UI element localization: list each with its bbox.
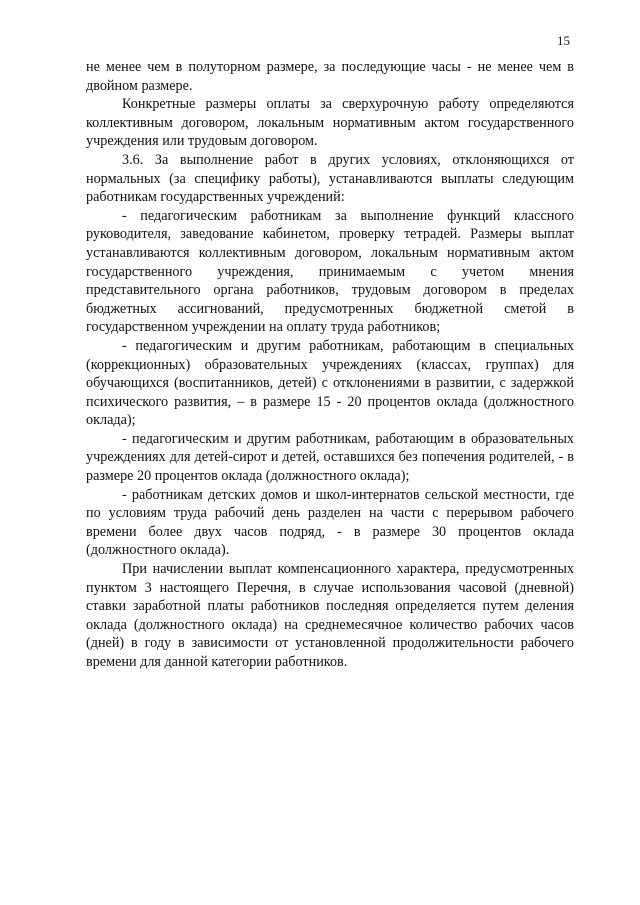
paragraph-special-institutions: - педагогическим и другим работникам, работающим в специальных (коррекционных) образовательных учреждениях (классах, группах) для обучающихся (воспитанников, детей) с отклонениями в развитии, с задержкой психического развития, – в размере 15 - 20 процентов оклада (должностного оклада); [86, 337, 574, 429]
paragraph-section-3-6: 3.6. За выполнение работ в других условиях, отклоняющихся от нормальных (за специфику работы), устанавливаются выплаты следующим работникам государственных учреждений: [86, 151, 574, 206]
document-body [86, 58, 574, 672]
paragraph-rural-boarding-schools: - работникам детских домов и школ-интернатов сельской местности, где по условиям труда рабочий день разделен на части с перерывом рабочего времени более двух часов подряд, - в размере 30 процентов оклада (должностного оклада). [86, 486, 574, 559]
page-number: 15 [557, 33, 570, 48]
paragraph-continuation: не менее чем в полуторном размере, за последующие часы - не менее чем в двойном размере. [86, 59, 574, 94]
paragraph-hourly-rate-calculation: При начислении выплат компенсационного характера, предусмотренных пунктом 3 настоящего Перечня, в случае использования часовой (дневной) ставки заработной платы работников последняя определяется путем деления оклада (должностного оклада) на среднемесячное количество рабочих часов (дней) в году в зависимости от установленной продолжительности рабочего времени для данной категории работников. [86, 561, 574, 670]
paragraph-orphan-institutions: - педагогическим и другим работникам, работающим в образовательных учреждениях для детей-сирот и детей, оставшихся без попечения родителей, - в размере 20 процентов оклада (должностного оклада); [86, 430, 574, 485]
paragraph-overtime-pay: Конкретные размеры оплаты за сверхурочную работу определяются коллективным договором, локальным нормативным актом государственного учреждения или трудовым договором. [86, 96, 574, 150]
paragraph-class-teacher-payments: - педагогическим работникам за выполнение функций классного руководителя, заведование кабинетом, проверку тетрадей. Размеры выплат устанавливаются коллективным договором, локальным нормативным актом государственного учреждения, принимаемым с учетом мнения представительного органа работников, трудовым договором в пределах бюджетных ассигнований, предусмотренных бюджетной сметой в государственном учреждении на оплату труда работников; [86, 207, 574, 336]
